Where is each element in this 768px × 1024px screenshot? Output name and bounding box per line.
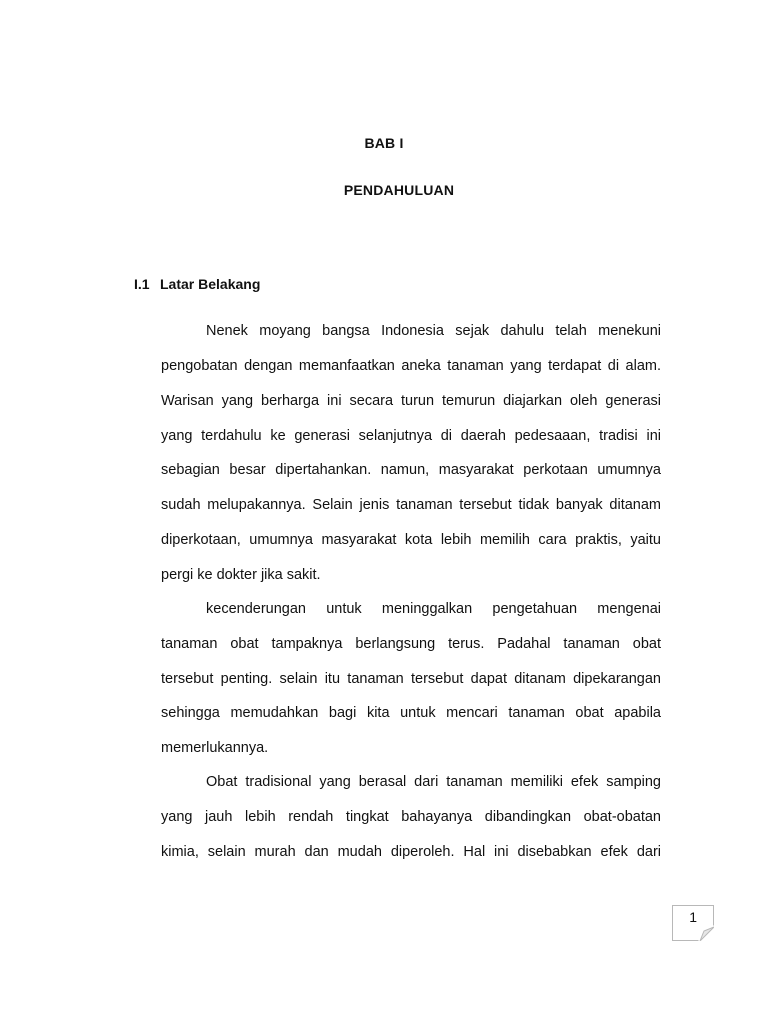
paragraph-3-line-3: kimia, selain murah dan mudah diperoleh. Hal ini disebabkan efek dari	[161, 844, 661, 860]
paragraph-1-line-2: pengobatan dengan memanfaatkan aneka tanaman yang terdapat di alam.	[161, 358, 661, 374]
page-number: 1	[689, 909, 697, 925]
paragraph-1-line-4: yang terdahulu ke generasi selanjutnya di daerah pedesaaan, tradisi ini	[161, 428, 661, 444]
paragraph-2-line-5: memerlukannya.	[161, 740, 269, 756]
paragraph-1-line-8: pergi ke dokter jika sakit.	[161, 567, 321, 583]
paragraph-3-line-1: Obat tradisional yang berasal dari tanaman memiliki efek samping	[206, 774, 661, 790]
paragraph-2-line-2: tanaman obat tampaknya berlangsung terus. Padahal tanaman obat	[161, 636, 661, 652]
section-heading	[134, 276, 260, 292]
paragraph-3-line-2: yang jauh lebih rendah tingkat bahayanya dibandingkan obat-obatan	[161, 809, 661, 825]
section-title: Latar Belakang	[160, 276, 261, 292]
paragraph-2-line-4: sehingga memudahkan bagi kita untuk mencari tanaman obat apabila	[161, 705, 661, 721]
paragraph-2-line-1: kecenderungan untuk meninggalkan pengetahuan mengenai	[206, 601, 661, 617]
chapter-label: BAB I	[364, 135, 404, 151]
paragraph-1-line-6: sudah melupakannya. Selain jenis tanaman tersebut tidak banyak ditanam	[161, 497, 661, 513]
paragraph-1-line-7: diperkotaan, umumnya masyarakat kota lebih memilih cara praktis, yaitu	[161, 532, 661, 548]
page-number-box	[672, 905, 714, 941]
paragraph-1-line-5: sebagian besar dipertahankan. namun, masyarakat perkotaan umumnya	[161, 462, 661, 478]
paragraph-1-line-1: Nenek moyang bangsa Indonesia sejak dahulu telah menekuni	[206, 323, 661, 339]
folded-corner-icon	[698, 925, 714, 941]
paragraph-2-line-3: tersebut penting. selain itu tanaman tersebut dapat ditanam dipekarangan	[161, 671, 661, 687]
chapter-title: PENDAHULUAN	[343, 182, 455, 198]
paragraph-1-line-3: Warisan yang berharga ini secara turun temurun diajarkan oleh generasi	[161, 393, 661, 409]
section-number: I.1	[134, 276, 150, 292]
